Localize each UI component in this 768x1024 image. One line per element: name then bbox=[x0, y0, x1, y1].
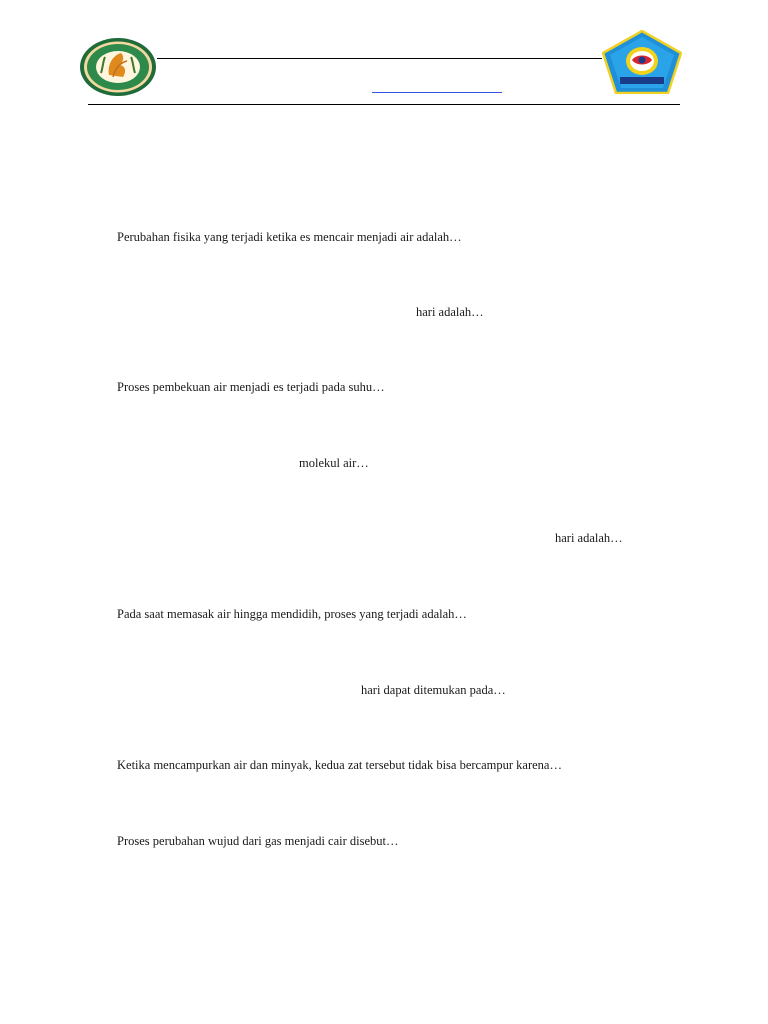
question-7: hari dapat ditemukan pada… bbox=[361, 683, 506, 697]
question-2: hari adalah… bbox=[416, 305, 484, 319]
question-3: Proses pembekuan air menjadi es terjadi pada suhu… bbox=[117, 380, 385, 394]
question-5: hari adalah… bbox=[555, 531, 623, 545]
question-6: Pada saat memasak air hingga mendidih, proses yang terjadi adalah… bbox=[117, 607, 467, 621]
header-link-underline bbox=[372, 92, 502, 93]
yayasan-logo-icon bbox=[79, 37, 157, 97]
header-rule-bottom bbox=[88, 104, 680, 105]
question-9: Proses perubahan wujud dari gas menjadi cair disebut… bbox=[117, 834, 399, 848]
page-header bbox=[0, 0, 768, 110]
header-rule-top bbox=[157, 58, 602, 59]
question-8: Ketika mencampurkan air dan minyak, kedua zat tersebut tidak bisa bercampur karena… bbox=[117, 758, 562, 772]
question-4: molekul air… bbox=[299, 456, 369, 470]
school-logo-icon bbox=[602, 30, 682, 94]
question-1: Perubahan fisika yang terjadi ketika es mencair menjadi air adalah… bbox=[117, 230, 462, 244]
